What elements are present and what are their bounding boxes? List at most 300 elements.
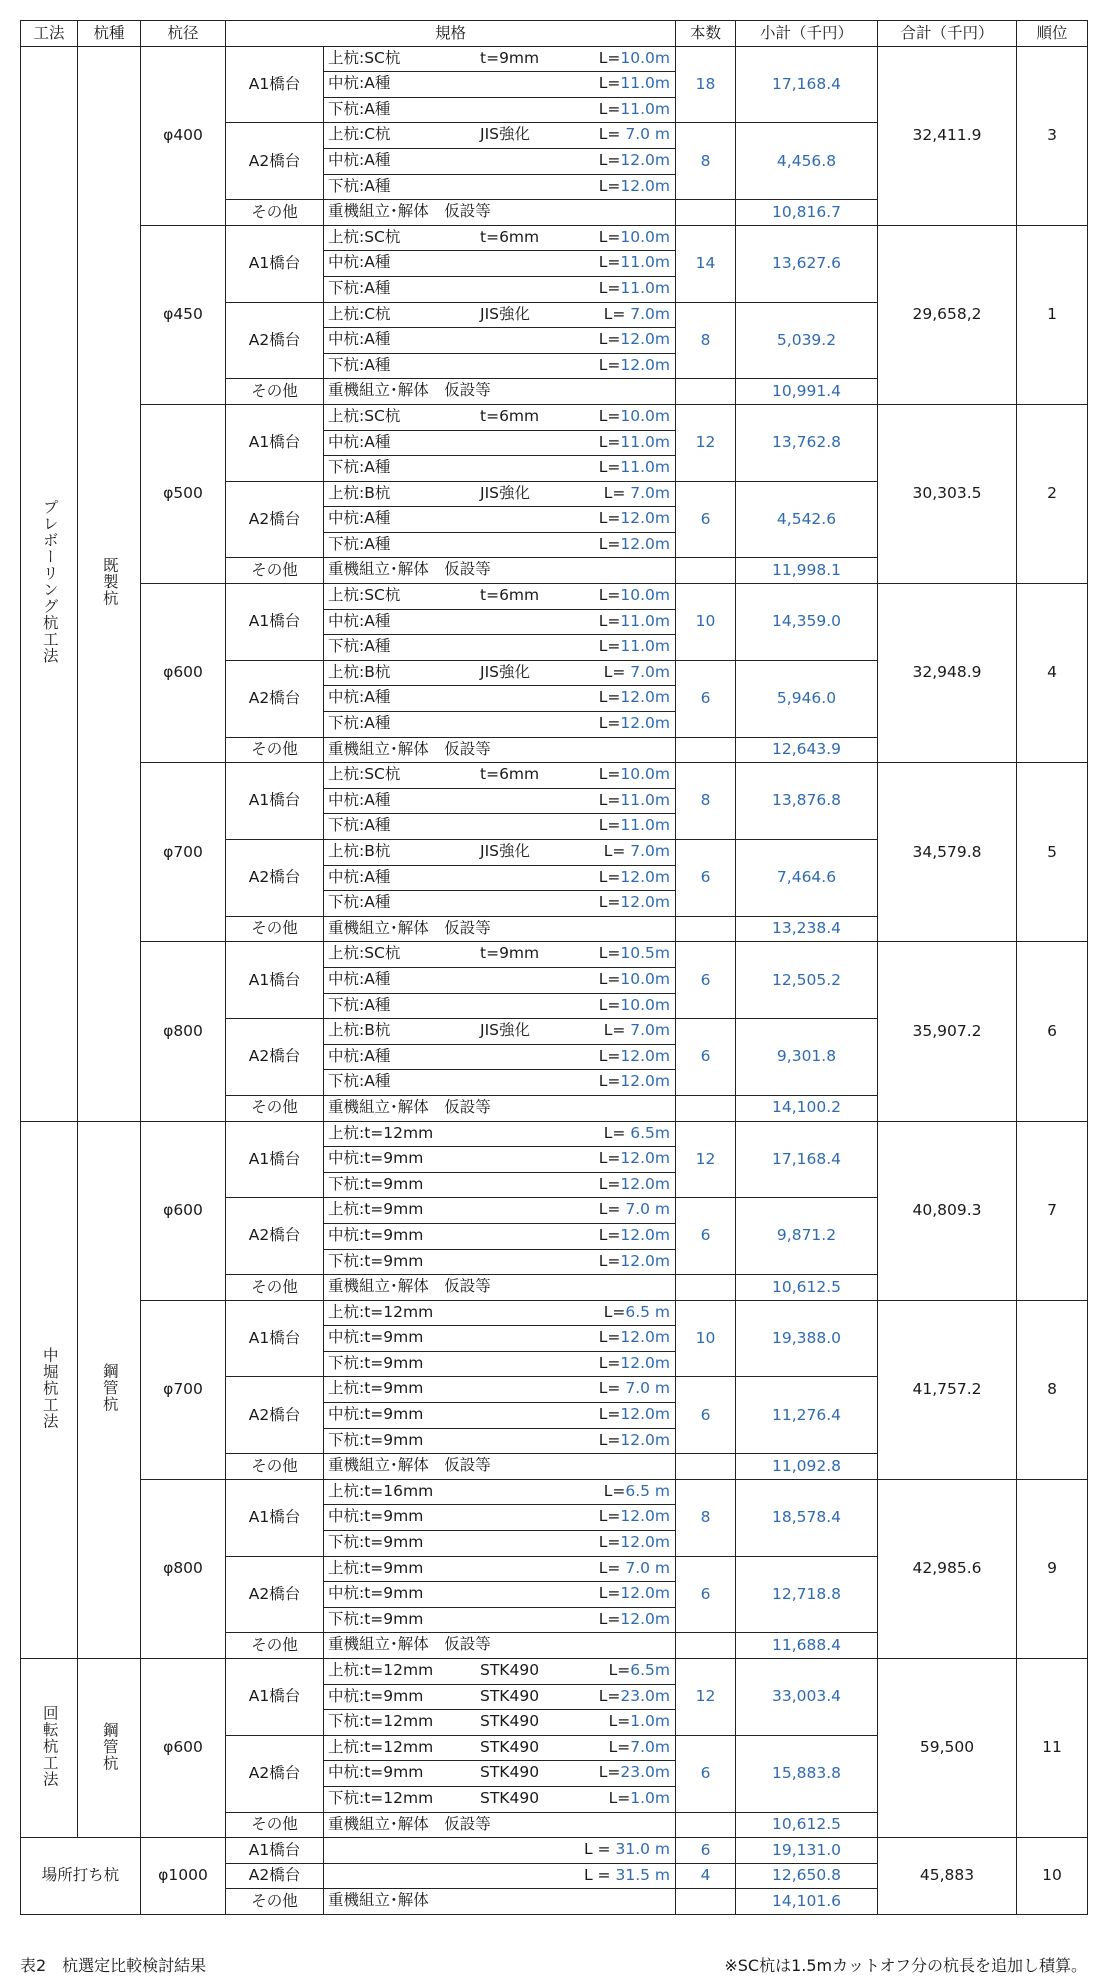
spec-grade: JIS強化 bbox=[480, 662, 530, 681]
rank-cell: 10 bbox=[1017, 1838, 1088, 1915]
spec-length bbox=[603, 1123, 671, 1142]
length-value: 12.0m bbox=[620, 1353, 671, 1372]
count-cell: 6 bbox=[676, 1377, 736, 1454]
spec-grade: t=9mm bbox=[480, 48, 540, 67]
total-cell: 40,809.3 bbox=[878, 1121, 1017, 1300]
spec-length bbox=[598, 969, 671, 988]
diameter-cell: φ600 bbox=[141, 584, 226, 763]
spec-cell bbox=[324, 1531, 676, 1557]
length-value: 12.0m bbox=[620, 688, 671, 707]
length-prefix: L= bbox=[598, 1430, 621, 1449]
length-prefix: L= bbox=[598, 1558, 621, 1577]
spec-name: 上杭:SC杭 bbox=[328, 586, 401, 605]
other-subtotal-cell: 13,238.4 bbox=[736, 916, 878, 942]
other-spec-cell bbox=[324, 558, 676, 584]
spec-name: 中杭:A種 bbox=[328, 790, 391, 809]
length-value: 12.0m bbox=[620, 1149, 671, 1168]
spec-length bbox=[598, 1353, 671, 1372]
table-row bbox=[21, 1838, 1088, 1864]
spec-name: 中杭:A種 bbox=[328, 867, 391, 886]
length-value: 7.0 m bbox=[620, 1558, 671, 1577]
total-cell: 34,579.8 bbox=[878, 763, 1017, 942]
spec-cell bbox=[324, 353, 676, 379]
length-prefix: L = bbox=[583, 1840, 616, 1859]
length-value: 12.0m bbox=[620, 330, 671, 349]
count-cell: 6 bbox=[676, 1019, 736, 1096]
length-value: 7.0 m bbox=[620, 1379, 671, 1398]
table-row bbox=[21, 584, 1088, 610]
length-value: 7.0 m bbox=[620, 1200, 671, 1219]
length-value: 7.0m bbox=[625, 304, 671, 323]
subtotal-cell: 4,456.8 bbox=[736, 123, 878, 200]
length-value: 11.0m bbox=[620, 458, 671, 477]
rank-cell: 2 bbox=[1017, 404, 1088, 583]
length-value: 31.0 m bbox=[615, 1840, 671, 1859]
total-cell: 41,757.2 bbox=[878, 1300, 1017, 1479]
count-cell-empty bbox=[676, 916, 736, 942]
spec-length bbox=[599, 1151, 670, 1167]
length-prefix: L= bbox=[598, 1225, 621, 1244]
spec-name: 上杭:SC杭 bbox=[328, 944, 401, 963]
abutment-cell: A2橋台 bbox=[226, 1198, 324, 1275]
other-spec-cell bbox=[324, 1275, 676, 1301]
length-prefix: L= bbox=[598, 150, 621, 169]
length-value: 7.0m bbox=[625, 662, 671, 681]
length-value: 7.0 m bbox=[620, 125, 671, 144]
spec-grade: STK490 bbox=[480, 1686, 540, 1705]
spec-cell bbox=[324, 1582, 676, 1608]
spec-name: 上杭:t=9mm bbox=[328, 1558, 424, 1577]
spec-name: 上杭:B杭 bbox=[328, 1021, 391, 1040]
length-value: 12.0m bbox=[620, 176, 671, 195]
other-label-cell: その他 bbox=[226, 1633, 324, 1659]
spec-length bbox=[598, 1046, 671, 1065]
header-rank: 順位 bbox=[1017, 21, 1088, 47]
diameter-cell: φ1000 bbox=[141, 1838, 226, 1915]
abutment-cell: A2橋台 bbox=[226, 123, 324, 200]
spec-cell bbox=[324, 1761, 676, 1787]
spec-name: 中杭:A種 bbox=[328, 253, 391, 272]
method-label: 回転杭工法 bbox=[40, 1705, 59, 1788]
length-prefix: L= bbox=[598, 969, 621, 988]
spec-name: 中杭:A種 bbox=[328, 969, 391, 988]
spec-name: 上杭:SC杭 bbox=[328, 406, 401, 425]
count-cell-empty bbox=[676, 1275, 736, 1301]
subtotal-cell: 13,627.6 bbox=[736, 225, 878, 302]
diameter-cell: φ600 bbox=[141, 1659, 226, 1838]
count-cell: 8 bbox=[676, 302, 736, 379]
length-prefix: L= bbox=[598, 1328, 621, 1347]
pile-comparison-table-wrapper bbox=[20, 20, 1087, 1915]
count-cell-empty bbox=[676, 1095, 736, 1121]
count-cell: 6 bbox=[676, 1198, 736, 1275]
length-prefix: L= bbox=[598, 278, 621, 297]
other-spec-cell bbox=[324, 737, 676, 763]
other-spec-cell bbox=[324, 1454, 676, 1480]
length-prefix: L= bbox=[598, 790, 621, 809]
subtotal-cell: 18,578.4 bbox=[736, 1479, 878, 1556]
abutment-cell: A1橋台 bbox=[226, 1121, 324, 1198]
length-value: 7.0m bbox=[625, 1021, 671, 1040]
other-spec-text: 重機組立･解体 仮設等 bbox=[328, 202, 491, 221]
table-caption: 表2 杭選定比較検討結果 bbox=[20, 1956, 207, 1975]
other-subtotal-cell: 11,688.4 bbox=[736, 1633, 878, 1659]
spec-cell bbox=[324, 993, 676, 1019]
spec-name: 下杭:A種 bbox=[328, 816, 391, 835]
length-prefix: L= bbox=[608, 1712, 631, 1731]
spec-length bbox=[598, 995, 671, 1014]
length-value: 1.0m bbox=[630, 1788, 671, 1807]
header-spec: 規格 bbox=[226, 21, 676, 47]
length-value: 12.0m bbox=[620, 1072, 671, 1091]
spec-length bbox=[598, 1686, 671, 1705]
spec-name: 下杭:A種 bbox=[328, 458, 391, 477]
spec-length bbox=[599, 1202, 670, 1218]
spec-name: 上杭:C杭 bbox=[328, 125, 391, 144]
spec-length bbox=[599, 818, 670, 834]
length-value: 12.0m bbox=[620, 1046, 671, 1065]
length-value: 11.0m bbox=[620, 637, 671, 656]
spec-name: 上杭:SC杭 bbox=[328, 48, 401, 67]
other-label-cell: その他 bbox=[226, 1275, 324, 1301]
spec-length bbox=[599, 690, 670, 706]
rank-cell: 9 bbox=[1017, 1479, 1088, 1658]
other-spec-cell bbox=[324, 379, 676, 405]
header-pile-type: 杭種 bbox=[78, 21, 141, 47]
other-spec-text: 重機組立･解体 仮設等 bbox=[328, 918, 491, 937]
length-value: 12.0m bbox=[620, 1405, 671, 1424]
total-cell: 32,411.9 bbox=[878, 46, 1017, 225]
spec-length bbox=[599, 1509, 670, 1525]
length-prefix: L= bbox=[603, 842, 626, 860]
length-prefix: L= bbox=[598, 688, 621, 707]
spec-length bbox=[599, 1330, 670, 1346]
spec-length bbox=[598, 355, 671, 374]
spec-cell bbox=[324, 1351, 676, 1377]
subtotal-cell: 12,718.8 bbox=[736, 1556, 878, 1633]
count-cell-empty bbox=[676, 200, 736, 226]
subtotal-cell: 5,039.2 bbox=[736, 302, 878, 379]
spec-cell bbox=[324, 1710, 676, 1736]
length-value: 12.0m bbox=[620, 1507, 671, 1526]
length-prefix: L= bbox=[598, 1200, 621, 1219]
total-cell: 45,883 bbox=[878, 1838, 1017, 1915]
method-label: プレボーリング杭工法 bbox=[40, 499, 59, 665]
subtotal-cell: 9,871.2 bbox=[736, 1198, 878, 1275]
length-value: 12.0m bbox=[620, 714, 671, 733]
diameter-cell: φ700 bbox=[141, 763, 226, 942]
spec-cell bbox=[324, 1377, 676, 1403]
abutment-cell: A1橋台 bbox=[226, 1659, 324, 1736]
spec-name: 上杭:t=12mm bbox=[328, 1302, 434, 1321]
spec-grade: STK490 bbox=[480, 1737, 540, 1756]
count-cell-empty bbox=[676, 379, 736, 405]
header-diameter: 杭径 bbox=[141, 21, 226, 47]
count-cell: 6 bbox=[676, 942, 736, 1019]
diameter-cell: φ450 bbox=[141, 225, 226, 404]
total-cell: 29,658,2 bbox=[878, 225, 1017, 404]
spec-length bbox=[598, 611, 671, 630]
count-cell: 6 bbox=[676, 1735, 736, 1812]
length-value: 10.0m bbox=[620, 227, 671, 246]
spec-name: 中杭:t=9mm bbox=[328, 1584, 424, 1603]
spec-cell bbox=[324, 1403, 676, 1429]
rank-cell: 5 bbox=[1017, 763, 1088, 942]
spec-name: 中杭:A種 bbox=[328, 688, 391, 707]
spec-name: 中杭:A種 bbox=[328, 150, 391, 169]
spec-cell bbox=[324, 967, 676, 993]
spec-name: 上杭:t=12mm bbox=[328, 1737, 434, 1756]
table-row bbox=[21, 1300, 1088, 1326]
abutment-cell: A1橋台 bbox=[226, 225, 324, 302]
length-prefix: L= bbox=[603, 1021, 626, 1040]
spec-name: 下杭:A種 bbox=[328, 355, 391, 374]
other-subtotal-cell: 14,100.2 bbox=[736, 1095, 878, 1121]
spec-length bbox=[604, 1023, 670, 1039]
spec-length bbox=[604, 844, 670, 860]
other-spec-cell bbox=[324, 1889, 676, 1915]
spec-cell bbox=[324, 1300, 676, 1326]
spec-name: 下杭:A種 bbox=[328, 534, 391, 553]
spec-cell bbox=[324, 840, 676, 866]
spec-cell bbox=[324, 1735, 676, 1761]
length-prefix: L= bbox=[598, 714, 621, 733]
spec-cell bbox=[324, 584, 676, 610]
spec-name: 中杭:A種 bbox=[328, 611, 391, 630]
length-value: 12.0m bbox=[620, 1225, 671, 1244]
length-value: 1.0m bbox=[630, 1712, 671, 1731]
spec-name: 上杭:SC杭 bbox=[328, 227, 401, 246]
spec-name: 下杭:A種 bbox=[328, 278, 391, 297]
spec-cell bbox=[324, 328, 676, 354]
length-prefix: L= bbox=[598, 1149, 621, 1168]
other-label-cell: その他 bbox=[226, 737, 324, 763]
total-cell: 59,500 bbox=[878, 1659, 1017, 1838]
table-row bbox=[21, 225, 1088, 251]
table-row bbox=[21, 46, 1088, 72]
spec-cell bbox=[324, 1223, 676, 1249]
spec-name: 上杭:B杭 bbox=[328, 483, 391, 502]
count-cell: 18 bbox=[676, 46, 736, 123]
spec-grade: JIS強化 bbox=[480, 304, 530, 323]
length-prefix: L= bbox=[598, 1174, 621, 1193]
spec-length bbox=[598, 176, 671, 195]
other-label-cell: その他 bbox=[226, 200, 324, 226]
spec-name: 上杭:t=12mm bbox=[328, 1123, 434, 1142]
spec-cell bbox=[324, 1607, 676, 1633]
length-value: 6.5m bbox=[630, 1661, 671, 1679]
subtotal-cell: 19,131.0 bbox=[736, 1838, 878, 1864]
total-cell: 35,907.2 bbox=[878, 942, 1017, 1121]
spec-length bbox=[599, 76, 670, 92]
spec-length bbox=[599, 946, 670, 962]
pile-type-cell bbox=[78, 1659, 141, 1838]
spec-cell bbox=[324, 302, 676, 328]
spec-name: 下杭:t=9mm bbox=[328, 1251, 424, 1270]
subtotal-cell: 9,301.8 bbox=[736, 1019, 878, 1096]
diameter-cell: φ600 bbox=[141, 1121, 226, 1300]
count-cell: 12 bbox=[676, 1121, 736, 1198]
rank-cell: 6 bbox=[1017, 942, 1088, 1121]
spec-cell bbox=[324, 404, 676, 430]
length-value: 12.0m bbox=[620, 1251, 671, 1270]
other-label-cell: その他 bbox=[226, 1812, 324, 1838]
spec-name: 中杭:t=9mm bbox=[328, 1686, 424, 1705]
length-prefix: L = bbox=[583, 1865, 616, 1884]
length-prefix: L= bbox=[608, 1661, 631, 1679]
spec-grade: t=6mm bbox=[480, 227, 540, 246]
abutment-cell: A2橋台 bbox=[226, 1019, 324, 1096]
spec-cell bbox=[324, 788, 676, 814]
spec-cell bbox=[324, 1249, 676, 1275]
length-value: 11.0m bbox=[620, 278, 671, 297]
length-prefix: L= bbox=[598, 637, 621, 656]
spec-length bbox=[603, 1481, 671, 1500]
abutment-cell: A1橋台 bbox=[226, 763, 324, 840]
rank-cell: 4 bbox=[1017, 584, 1088, 763]
spec-cell bbox=[324, 1659, 676, 1685]
abutment-cell: A2橋台 bbox=[226, 1735, 324, 1812]
spec-length bbox=[598, 1609, 671, 1628]
length-value: 12.0m bbox=[620, 1609, 671, 1628]
other-spec-cell bbox=[324, 916, 676, 942]
other-spec-text: 重機組立･解体 仮設等 bbox=[328, 1456, 491, 1475]
spec-name: 上杭:B杭 bbox=[328, 842, 391, 860]
length-prefix: L= bbox=[598, 330, 621, 349]
other-spec-text: 重機組立･解体 仮設等 bbox=[328, 1097, 491, 1116]
length-value: 11.0m bbox=[620, 99, 671, 118]
length-value: 12.0m bbox=[620, 534, 671, 553]
length-value: 6.5 m bbox=[625, 1481, 671, 1500]
other-subtotal-cell: 10,816.7 bbox=[736, 200, 878, 226]
abutment-cell: A1橋台 bbox=[226, 1838, 324, 1864]
length-value: 11.0m bbox=[620, 611, 671, 630]
pile-type-label: 鋼管杭 bbox=[100, 1721, 119, 1772]
abutment-cell: A2橋台 bbox=[226, 1556, 324, 1633]
length-prefix: L= bbox=[598, 1507, 621, 1526]
length-value: 10.0m bbox=[620, 969, 671, 988]
count-cell: 8 bbox=[676, 123, 736, 200]
length-prefix: L= bbox=[598, 227, 621, 246]
other-spec-text: 重機組立･解体 仮設等 bbox=[328, 1635, 491, 1654]
spec-length bbox=[598, 790, 671, 809]
rank-cell: 1 bbox=[1017, 225, 1088, 404]
spec-cell bbox=[324, 865, 676, 891]
table-body bbox=[21, 46, 1088, 1914]
other-label-cell: その他 bbox=[226, 1095, 324, 1121]
spec-name: 中杭:t=9mm bbox=[328, 1328, 424, 1347]
spec-length bbox=[603, 483, 671, 502]
spec-name: 下杭:A種 bbox=[328, 637, 391, 656]
spec-length bbox=[598, 1174, 671, 1193]
spec-length bbox=[599, 1407, 670, 1423]
length-value: 11.0m bbox=[620, 790, 671, 809]
spec-cell bbox=[324, 609, 676, 635]
subtotal-cell: 17,168.4 bbox=[736, 46, 878, 123]
length-value: 12.0m bbox=[620, 867, 671, 886]
length-prefix: L= bbox=[598, 1584, 621, 1603]
length-prefix: L= bbox=[598, 816, 621, 835]
spec-length bbox=[603, 1302, 671, 1321]
count-cell: 12 bbox=[676, 1659, 736, 1736]
other-spec-text: 重機組立･解体 仮設等 bbox=[328, 560, 491, 579]
spec-grade: STK490 bbox=[480, 1763, 540, 1782]
subtotal-cell: 12,505.2 bbox=[736, 942, 878, 1019]
spec-length bbox=[603, 304, 671, 323]
subtotal-cell: 33,003.4 bbox=[736, 1659, 878, 1736]
length-prefix: L= bbox=[598, 458, 621, 477]
spec-grade: JIS強化 bbox=[480, 483, 530, 502]
rank-cell: 7 bbox=[1017, 1121, 1088, 1300]
count-cell-empty bbox=[676, 1633, 736, 1659]
spec-cell bbox=[324, 1198, 676, 1224]
method-label: 中堀杭工法 bbox=[40, 1346, 59, 1430]
spec-name: 下杭:A種 bbox=[328, 176, 391, 195]
spec-cell bbox=[324, 532, 676, 558]
spec-name: 上杭:B杭 bbox=[328, 662, 391, 681]
spec-cell bbox=[324, 1684, 676, 1710]
length-prefix: L= bbox=[598, 1353, 621, 1372]
spec-cell bbox=[324, 712, 676, 738]
spec-cell bbox=[324, 763, 676, 789]
pile-type-label: 鋼管杭 bbox=[100, 1363, 119, 1413]
method-cell bbox=[21, 1659, 78, 1838]
spec-length bbox=[584, 1842, 670, 1858]
pile-type-label: 既製杭 bbox=[100, 557, 119, 607]
length-value: 31.5 m bbox=[615, 1865, 671, 1884]
spec-length bbox=[598, 1558, 671, 1577]
length-value: 10.0m bbox=[620, 995, 671, 1014]
other-subtotal-cell: 12,643.9 bbox=[736, 737, 878, 763]
spec-name: 下杭:A種 bbox=[328, 1072, 391, 1091]
spec-cell bbox=[324, 1147, 676, 1173]
spec-grade: JIS強化 bbox=[480, 1021, 530, 1040]
count-cell: 6 bbox=[676, 840, 736, 917]
length-value: 10.5m bbox=[620, 944, 671, 963]
spec-grade: t=6mm bbox=[480, 765, 540, 784]
diameter-cell: φ400 bbox=[141, 46, 226, 225]
length-value: 11.0m bbox=[620, 253, 671, 272]
table-row bbox=[21, 763, 1088, 789]
length-prefix: L= bbox=[598, 432, 621, 451]
spec-cell bbox=[324, 891, 676, 917]
length-value: 11.0m bbox=[620, 432, 671, 451]
spec-name: 中杭:A種 bbox=[328, 432, 391, 451]
length-prefix: L= bbox=[598, 176, 621, 195]
count-cell-empty bbox=[676, 1812, 736, 1838]
method-cell bbox=[21, 46, 78, 1121]
length-prefix: L= bbox=[598, 1686, 621, 1705]
spec-grade: STK490 bbox=[480, 1788, 540, 1807]
spec-cell bbox=[324, 1556, 676, 1582]
length-prefix: L= bbox=[598, 534, 621, 553]
length-prefix: L= bbox=[603, 304, 626, 323]
length-value: 23.0m bbox=[620, 1763, 671, 1782]
spec-length bbox=[598, 534, 671, 553]
header-row bbox=[21, 21, 1088, 47]
spec-cell bbox=[324, 814, 676, 840]
table-row bbox=[21, 942, 1088, 968]
method-cell: 場所打ち杭 bbox=[21, 1838, 141, 1915]
count-cell: 6 bbox=[676, 1556, 736, 1633]
spec-cell bbox=[324, 1019, 676, 1045]
length-value: 12.0m bbox=[620, 1430, 671, 1449]
spec-length bbox=[599, 639, 670, 655]
length-value: 10.0m bbox=[620, 586, 671, 605]
spec-name: 下杭:A種 bbox=[328, 99, 391, 118]
length-prefix: L= bbox=[598, 1533, 621, 1552]
subtotal-cell: 17,168.4 bbox=[736, 1121, 878, 1198]
